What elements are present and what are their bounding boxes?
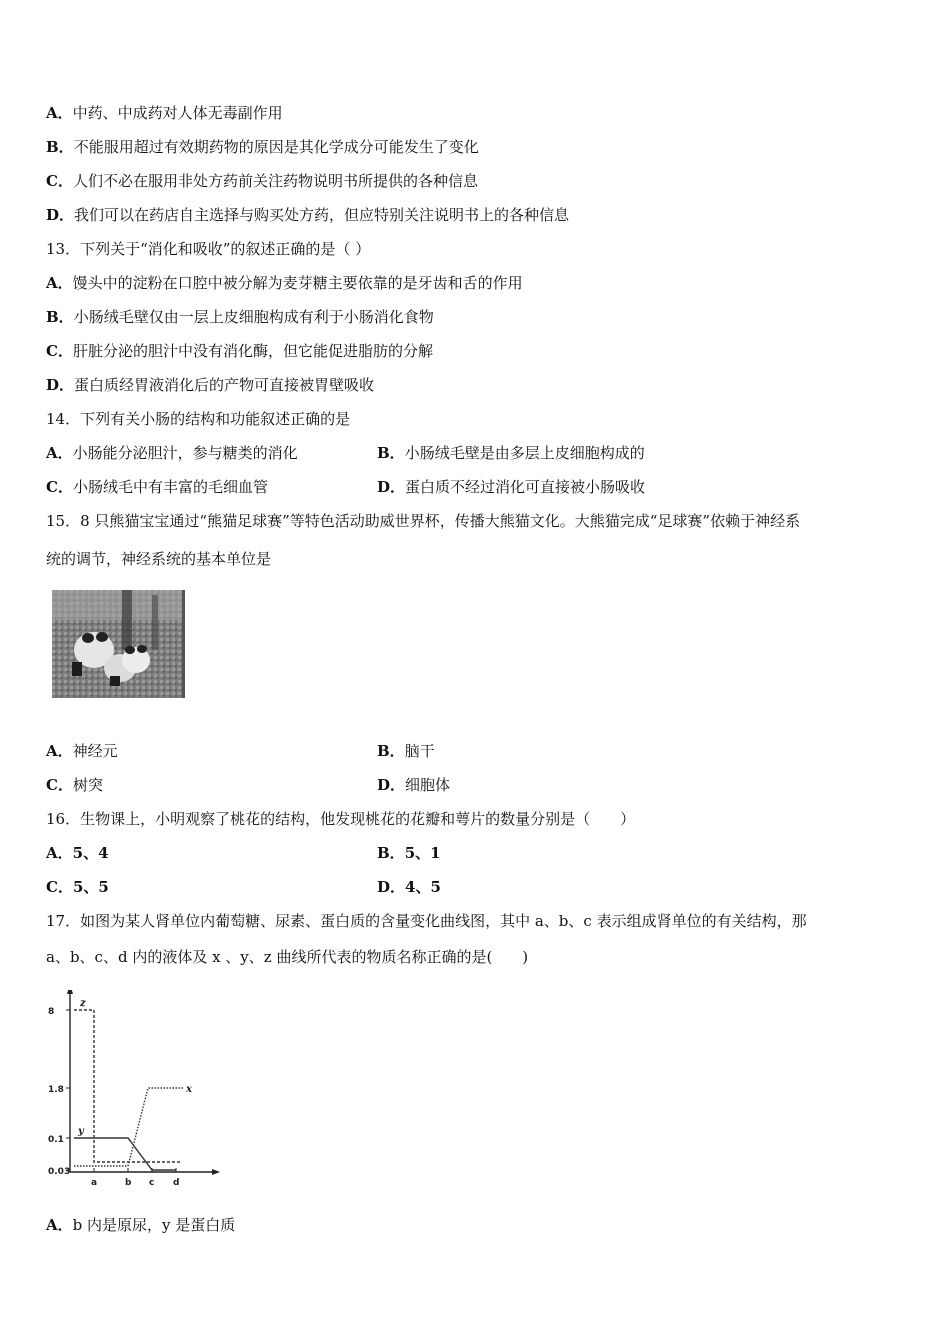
q12-option-a: A．中药、中成药对人体无毒副作用 [46, 104, 283, 122]
q13-option-c: C．肝脏分泌的胆汁中没有消化酶，但它能促进脂肪的分解 [46, 342, 433, 360]
series-line-z [74, 1010, 180, 1162]
q15-option-a: A．神经元 [46, 742, 118, 760]
y-tick-label-2: 0.1 [48, 1135, 64, 1145]
q16-stem: 16．生物课上，小明观察了桃花的结构，他发现桃花的花瓣和萼片的数量分别是（ ） [46, 810, 636, 828]
q12-option-d: D．我们可以在药店自主选择与购买处方药，但应特别关注说明书上的各种信息 [46, 206, 570, 224]
q15-stem-line2: 统的调节，神经系统的基本单位是 [46, 550, 272, 568]
q17-stem-line1: 17．如图为某人肾单位内葡萄糖、尿素、蛋白质的含量变化曲线图，其中 a、b、c 表示组成肾单位的有关结构，那 [46, 912, 807, 930]
panda-photo [52, 590, 185, 698]
x-tick-label-d: d [173, 1178, 180, 1188]
q15-option-b: B．脑干 [377, 742, 435, 760]
x-tick-label-b: b [125, 1178, 132, 1188]
kidney-content-chart [44, 990, 244, 1190]
x-tick-label-c: c [149, 1178, 155, 1188]
panda-photo-graphic [52, 590, 182, 698]
q16-option-c: C．5、5 [46, 878, 109, 896]
x-tick-label-a: a [91, 1178, 98, 1188]
kidney-chart-svg [44, 990, 244, 1190]
series-line-y [74, 1138, 176, 1170]
q16-option-a: A．5、4 [46, 844, 109, 862]
q17-stem-line2: a、b、c、d 内的液体及 x 、y、z 曲线所代表的物质名称正确的是( ) [46, 948, 529, 966]
q14-stem: 14．下列有关小肠的结构和功能叙述正确的是 [46, 410, 351, 428]
series-label-y: y [78, 1126, 84, 1137]
y-tick-label-3: 0.03 [48, 1167, 71, 1177]
q17-option-a: A．b 内是原尿，y 是蛋白质 [46, 1216, 236, 1234]
q13-option-a: A．馒头中的淀粉在口腔中被分解为麦芽糖主要依靠的是牙齿和舌的作用 [46, 274, 523, 292]
series-label-z: z [80, 998, 86, 1009]
series-label-x: x [186, 1084, 192, 1095]
q15-option-c: C．树突 [46, 776, 103, 794]
q13-option-b: B．小肠绒毛壁仅由一层上皮细胞构成有利于小肠消化食物 [46, 308, 434, 326]
y-tick-label-1: 1.8 [48, 1085, 64, 1095]
q12-option-b: B．不能服用超过有效期药物的原因是其化学成分可能发生了变化 [46, 138, 479, 156]
q13-option-d: D．蛋白质经胃液消化后的产物可直接被胃壁吸收 [46, 376, 375, 394]
q13-stem: 13．下列关于“消化和吸收”的叙述正确的是（ ） [46, 240, 371, 258]
q15-stem-line1: 15．8 只熊猫宝宝通过“熊猫足球赛”等特色活动助威世界杯，传播大熊猫文化。大熊猫完成“足球赛”依赖于神经系 [46, 512, 801, 530]
q14-option-c: C．小肠绒毛中有丰富的毛细血管 [46, 478, 268, 496]
y-axis-arrow [67, 990, 73, 994]
q12-option-c: C．人们不必在服用非处方药前关注药物说明书所提供的各种信息 [46, 172, 478, 190]
q14-option-a: A．小肠能分泌胆汁，参与糖类的消化 [46, 444, 298, 462]
series-line-x [74, 1088, 184, 1166]
q16-option-b: B．5、1 [377, 844, 441, 862]
q16-option-d: D．4、5 [377, 878, 441, 896]
q14-option-d: D．蛋白质不经过消化可直接被小肠吸收 [377, 478, 646, 496]
q15-option-d: D．细胞体 [377, 776, 451, 794]
x-axis-arrow [212, 1169, 220, 1175]
q14-option-b: B．小肠绒毛壁是由多层上皮细胞构成的 [377, 444, 645, 462]
y-tick-label-0: 8 [48, 1007, 55, 1017]
